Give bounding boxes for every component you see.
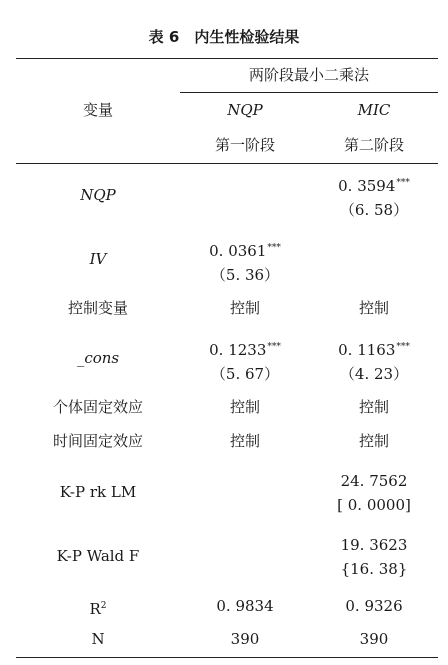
- cell-n-mic: 390: [359, 630, 389, 648]
- row-label-controls: 控制变量: [67, 299, 128, 317]
- method-rule: [180, 92, 438, 93]
- cell-value: 0. 1233: [209, 341, 267, 359]
- cell-r2-mic: 0. 9326: [345, 597, 403, 615]
- header-rule: [16, 163, 438, 164]
- cell-value: 24. 7562: [340, 472, 408, 490]
- cell-critical: {16. 38}: [340, 560, 408, 578]
- significance-stars: ***: [396, 342, 410, 352]
- header-col-mic: MIC: [357, 101, 391, 119]
- cell-value: 0. 0361: [209, 242, 267, 260]
- cell-time-fe-mic: 控制: [358, 432, 389, 450]
- bottom-rule: [16, 657, 438, 658]
- significance-stars: ***: [267, 342, 281, 352]
- cell-kp-wald-f-mic: [310, 533, 438, 581]
- row-label-kp-wald-f: K-P Wald F: [56, 547, 140, 565]
- header-stage2: 第二阶段: [343, 136, 404, 154]
- cell-controls-mic: 控制: [358, 299, 389, 317]
- cell-pvalue: [ 0. 0000]: [337, 496, 411, 514]
- cell-value: 0. 1163: [338, 341, 396, 359]
- cell-r2-nqp: 0. 9834: [216, 597, 274, 615]
- cell-controls-nqp: 控制: [229, 299, 260, 317]
- header-stage1: 第一阶段: [214, 136, 275, 154]
- row-label-iv: IV: [89, 250, 107, 268]
- cell-tstat: （6. 58）: [339, 201, 409, 219]
- row-label-n: N: [91, 630, 105, 648]
- cell-individual-fe-nqp: 控制: [229, 398, 260, 416]
- cell-tstat: （4. 23）: [339, 365, 409, 383]
- row-label-nqp: NQP: [80, 186, 116, 204]
- cell-time-fe-nqp: 控制: [229, 432, 260, 450]
- row-label-r2: $R^2$: [89, 600, 107, 618]
- row-label-time-fe: 时间固定效应: [52, 432, 143, 450]
- cell-kp-rk-lm-mic: [310, 469, 438, 517]
- cell-cons-mic: [310, 335, 438, 386]
- cell-value: 0. 3594: [338, 177, 396, 195]
- cell-cons-nqp: [180, 335, 310, 386]
- significance-stars: ***: [396, 178, 410, 188]
- cell-individual-fe-mic: 控制: [358, 398, 389, 416]
- table-title: 表 6 内生性检验结果: [148, 28, 300, 46]
- cell-tstat: （5. 36）: [210, 266, 280, 284]
- header-variable: 变量: [82, 101, 113, 119]
- cell-nqp-mic: [310, 171, 438, 222]
- cell-n-nqp: 390: [230, 630, 260, 648]
- cell-tstat: （5. 67）: [210, 365, 280, 383]
- significance-stars: ***: [267, 243, 281, 253]
- row-label-individual-fe: 个体固定效应: [52, 398, 143, 416]
- header-method: 两阶段最小二乘法: [248, 66, 369, 84]
- row-label-kp-rk-lm: K-P rk LM: [59, 483, 137, 501]
- header-col-nqp: NQP: [227, 101, 263, 119]
- top-rule: [16, 58, 438, 59]
- cell-iv-nqp: [180, 236, 310, 287]
- cell-value: 19. 3623: [340, 536, 408, 554]
- row-label-cons: _cons: [76, 349, 120, 367]
